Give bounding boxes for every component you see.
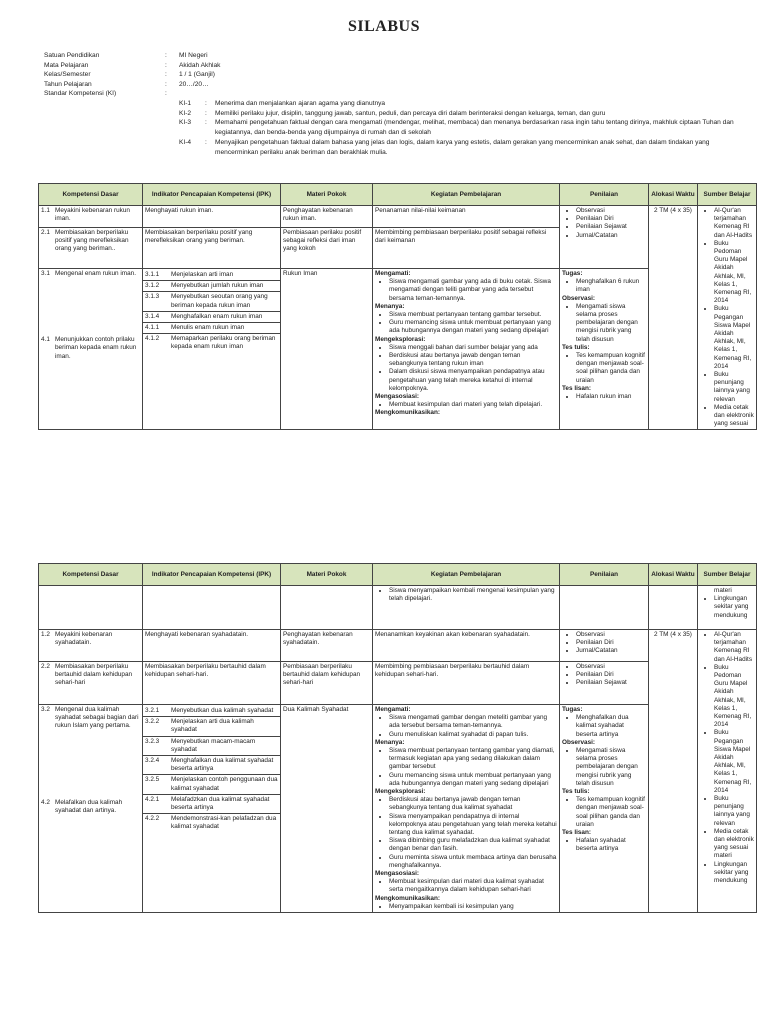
list-item: • Dalam diskusi siswa menyampaikan pendapatnya atau pengetahuan yang telah mereka ketahui di internal kelompoknya. [389, 368, 557, 393]
ki-text: Memahami pengetahuan faktual dengan cara mengamati (mendengar, melihat, membaca) dan menanya berdasarkan rasa ingin tahu tentang dirinya, makhluk ciptaan Tuhan dan kegiatannya, dan benda-benda yang dijumpainya di rumah dan di sekolah [215, 119, 734, 136]
list-item: • Penilaian Sejawat [576, 223, 646, 231]
sumber-cell [698, 630, 757, 913]
ipk-cell [143, 705, 281, 913]
ki-code: KI-3 [179, 119, 192, 127]
kd-cell: 2.2 Membiasakan berperilaku bertauhid dalam kehidupan sehari-hari [39, 662, 143, 705]
section-list [375, 903, 557, 911]
section-heading: Mengamati: [375, 706, 411, 713]
section-heading: Menanya: [375, 302, 405, 310]
section-heading: Mengkomunikasikan: [375, 409, 440, 417]
list-item: • Observasi [576, 631, 646, 639]
header-sumber: Sumber Belajar [698, 184, 757, 206]
ipk-item: 3.2.2 Menjelaskan arti dua kalimah syahadat [143, 717, 280, 736]
kd-cell: 2.1 Membiasakan berperilaku positif yang merefleksikan orang yang beriman.. [39, 228, 143, 269]
list-item: • Buku Pedoman Guru Mapel Akidah Akhlak, MI, Kelas 1, Kemenag RI, 2014 [714, 664, 754, 730]
list-item: • Observasi [576, 663, 646, 671]
penilaian-cell [560, 586, 649, 630]
penilaian-cell [560, 630, 649, 662]
ipk-item: 3.1.1 Menjelaskan arti iman [143, 270, 280, 281]
header-kegiatan: Kegiatan Pembelajaran [373, 564, 560, 586]
list-item: • Media cetak dan elektronik yang sesuai [714, 404, 754, 429]
ki-text: Memiliki perilaku jujur, disiplin, tanggung jawab, santun, peduli, dan percaya diri dalam berinteraksi dengan keluarga, teman, dan guru [215, 109, 606, 117]
materi-cell: Dua Kalimah Syahadat [281, 705, 373, 913]
sumber-list [700, 595, 754, 620]
list-item: • Siswa membuat pertanyaan tentang gambar yang diamati, termasuk kegiatan apa yang sedang dilakukan dalam gambar tersebut [389, 747, 557, 772]
header-sumber: Sumber Belajar [698, 564, 757, 586]
alokasi-cell: 2 TM (4 x 35) [649, 630, 698, 913]
list-item: • Tes kemampuan kognitif dengan menjawab soal-soal pilihan ganda dan uraian [576, 796, 646, 829]
ki-item: KI-1 : Menerima dan menjalankan ajaran agama yang dianutnya [44, 99, 744, 109]
list-item: • Jurnal/Catatan [576, 232, 646, 240]
sumber-list [700, 631, 754, 885]
ipk-item: 3.1.2 Menyebutkan jumlah rukun iman [143, 281, 280, 292]
list-item: • Lingkungan sekitar yang mendukung [714, 595, 754, 620]
header-alokasi: Alokasi Waktu [649, 184, 698, 206]
info-row-kelas: Kelas/Semester : 1 / 1 (Ganjil) [44, 71, 215, 79]
list-item: • Guru meminta siswa untuk membaca artinya dan berusaha menghafalkannya. [389, 854, 557, 870]
section-heading: Tugas: [562, 270, 583, 277]
section-heading: Tes lisan: [562, 829, 592, 837]
list-item: • Menyampaikan kembali isi kesimpulan yang [389, 903, 557, 911]
ki-code: KI-4 [179, 139, 192, 147]
section-list [562, 393, 646, 401]
kegiatan-cell [373, 705, 560, 913]
list-item: • Al-Qur'an terjamahan Kemenag RI dan Al-Hadits [714, 207, 754, 240]
section-heading: Mengeksplorasi: [375, 335, 426, 343]
section-list [562, 837, 646, 853]
kegiatan-cell: Menanamkan keyakinan akan kebenaran syahadatain. [373, 630, 560, 662]
list-item: • Siswa menyampaikan pendapatnya di internal kelompoknya atau pengetahuan yang telah mereka ketahui tentang dua kalimat syahadat. [389, 813, 557, 838]
header-penilaian: Penilaian [560, 184, 649, 206]
section-list [562, 303, 646, 344]
section-heading: Mengasosiasi: [375, 870, 420, 878]
ipk-cell: Membiasakan berperilaku positif yang merefleksikan orang yang beriman. [143, 228, 281, 269]
list-item: • Membuat kesimpulan dari materi dua kalimat syahadat serta mengaitkannya dalam kehidupan sehari-hari [389, 878, 557, 894]
header-alokasi: Alokasi Waktu [649, 564, 698, 586]
info-label: Kelas/Semester [44, 71, 91, 79]
materi-cell: Rukun Iman [281, 269, 373, 430]
section-heading: Mengasosiasi: [375, 393, 420, 401]
list-item: • Penilaian Sejawat [576, 679, 646, 687]
list-item: • Menghafalkan dua kalimat syahadat beserta artinya [576, 714, 646, 739]
list-item: • Hafalan rukun iman [576, 393, 646, 401]
section-list [375, 278, 557, 303]
list-item: • Media cetak dan elektronik yang sesuai materi [714, 828, 754, 861]
info-row-mapel: Mata Pelajaran : Akidah Akhlak [44, 61, 221, 69]
sumber-list [700, 207, 754, 428]
section-heading: Tugas: [562, 706, 583, 713]
kegiatan-cell: • Siswa menyampaikan kembali mengenai kesimpulan yang telah dipelajari. [373, 586, 560, 630]
list-item: • Penilaian Diri [576, 639, 646, 647]
kd-cell [39, 586, 143, 630]
table-row [39, 206, 757, 228]
info-value: 20…/20… [179, 80, 209, 88]
penilaian-list [562, 207, 646, 240]
materi-cell [281, 586, 373, 630]
section-list [375, 344, 557, 393]
section-list [375, 878, 557, 894]
section-heading: Observasi: [562, 738, 596, 746]
info-label: Mata Pelajaran [44, 61, 89, 69]
section-list [562, 278, 646, 294]
ipk-item: 3.2.4 Menghafalkan dua kalimat syahadat beserta artinya [143, 756, 280, 775]
materi-cell: Penghayatan kebenaran syahadatain. [281, 630, 373, 662]
ki-text: Menerima dan menjalankan ajaran agama yang dianutnya [215, 99, 386, 107]
list-item: • Siswa menggali bahan dari sumber belajar yang ada [389, 344, 557, 352]
info-label: Satuan Pendidikan [44, 52, 100, 59]
section-heading: Tes tulis: [562, 343, 590, 351]
sumber-cell [698, 206, 757, 430]
section-list [562, 796, 646, 829]
section-list [375, 747, 557, 788]
list-item: • Buku Pegangan Siswa Mapel Akidah Akhlak, MI, Kelas 1, Kemenag RI, 2014 [714, 729, 754, 795]
ipk-cell [143, 586, 281, 630]
ipk-item: 3.2.3 Menyebutkan macam-macam syahadat [143, 737, 280, 756]
header-kd: Kompetensi Dasar [39, 564, 143, 586]
header-penilaian: Penilaian [560, 564, 649, 586]
list-item: • Guru memancing siswa untuk membuat pertanyaan yang ada hubungannya dengan materi yang sedang dipelajari [389, 772, 557, 788]
section-list [375, 714, 557, 739]
list-item: • Buku penunjang lainnya yang relevan [714, 795, 754, 828]
list-item: • Al-Qur'an terjamahan Kemenag RI dan Al-Hadits [714, 631, 754, 664]
alokasi-cell: 2 TM (4 x 35) [649, 206, 698, 430]
header-materi: Materi Pokok [281, 184, 373, 206]
ipk-item: 3.2.5 Menjelaskan contoh penggunaan dua kalimat syahadat [143, 775, 280, 794]
list-item: • Menghafalkan 6 rukun iman [576, 278, 646, 294]
table-header-row [39, 564, 757, 586]
materi-cell: Penghayatan kebenaran rukun iman. [281, 206, 373, 228]
section-list [375, 401, 557, 409]
list-item: • Siswa membuat pertanyaan tentang gambar tersebut. [389, 311, 557, 319]
list-item: • Penilaian Diri [576, 671, 646, 679]
ki-item: KI-4 : Menyajikan pengetahuan faktual dalam bahasa yang jelas dan logis, dalam karya yang estetis, dalam gerakan yang mencerminkan anak sehat, dan dalam tindakan yang mencerminkan perilaku anak beriman dan berakhlak mulia. [44, 138, 744, 157]
ipk-item: 4.1.1 Menulis enam rukun iman [143, 323, 280, 334]
info-row-tahun: Tahun Pelajaran : 20…/20… [44, 80, 209, 88]
ki-item: KI-3 : Memahami pengetahuan faktual dengan cara mengamati (mendengar, melihat, membaca) dan menanya berdasarkan rasa ingin tahu tentang dirinya, makhluk ciptaan Tuhan dan kegiatannya, dan benda-benda yang dijumpainya di rumah dan di sekolah [44, 118, 744, 137]
ipk-cell [143, 269, 281, 430]
ki-code: KI-2 [179, 109, 192, 117]
alokasi-cell [649, 586, 698, 630]
kd-cell: 1.1 Meyakini kebenaran rukun iman. [39, 206, 143, 228]
list-item: • Guru memancing siswa untuk membuat pertanyaan yang ada hubungannya dengan materi yang sedang dipelajari [389, 319, 557, 335]
list-item: • Observasi [576, 207, 646, 215]
info-block [44, 51, 744, 158]
materi-cell: Pembiasaan perilaku positif sebagai refleksi dari iman yang kokoh [281, 228, 373, 269]
list-item: • Berdiskusi atau bertanya jawab dengan teman sebangkunya tentang dua kalimat syahadat [389, 796, 557, 812]
header-ipk: Indikator Pencapaian Kompetensi (IPK) [143, 564, 281, 586]
penilaian-cell [560, 206, 649, 269]
section-heading: Mengamati: [375, 270, 411, 277]
ipk-cell: Menghayati kebenaran syahadatain. [143, 630, 281, 662]
table-row [39, 630, 757, 662]
ipk-item: 4.2.2 Mendemonstrasi-kan pelafadzan dua kalimat syahadat [145, 815, 277, 831]
ipk-cell: Menghayati rukun iman. [143, 206, 281, 228]
section-heading: Mengkomunikasikan: [375, 894, 440, 902]
section-heading: Mengeksplorasi: [375, 788, 426, 796]
ki-text: Menyajikan pengetahuan faktual dalam bahasa yang jelas dan logis, dalam karya yang estetis, dalam gerakan yang mencerminkan anak sehat, dan dalam tindakan yang mencerminkan perilaku anak beriman dan berakhlak mulia. [215, 139, 710, 156]
list-item: • Hafalan syahadat beserta artinya [576, 837, 646, 853]
ipk-item: 3.2.1 Menyebutkan dua kalimah syahadat [143, 706, 280, 717]
ipk-item: 3.1.4 Menghafalkan enam rukun iman [143, 312, 280, 323]
kegiatan-cell: Membimbing pembiasaan berperilaku bertauhid dalam kehidupan sehari-hari. [373, 662, 560, 705]
section-heading: Tes tulis: [562, 788, 590, 796]
info-value: Akidah Akhlak [179, 61, 221, 69]
ipk-item: 4.1.2 Memaparkan perilaku orang beriman kepada enam rukun iman [145, 335, 276, 351]
list-item: • Mengamati siswa selama proses pembelajaran dengan mengisi rubrik yang telah disusun [576, 747, 646, 788]
syllabus-table-2 [38, 563, 757, 913]
info-value: 1 / 1 (Ganjil) [179, 71, 215, 79]
header-kd: Kompetensi Dasar [39, 184, 143, 206]
list-item: • Berdiskusi atau bertanya jawab dengan teman sebangkunya tentang rukun iman [389, 352, 557, 368]
info-label: Tahun Pelajaran [44, 80, 92, 88]
info-row-ki: Standar Kompetensi (KI) : [44, 90, 167, 98]
list-item: • Lingkungan sekitar yang mendukung [714, 861, 754, 886]
info-row-satuan: Satuan Pendidikan : MI Negeri [44, 52, 208, 59]
ki-code: KI-1 [179, 99, 192, 107]
section-list [375, 796, 557, 870]
syllabus-table-1 [38, 183, 757, 430]
info-value: MI Negeri [179, 52, 208, 59]
penilaian-cell [560, 705, 649, 913]
materi-cell: Pembiasaan berperilaku bertauhid dalam kehidupan sehari-hari [281, 662, 373, 705]
header-kegiatan: Kegiatan Pembelajaran [373, 184, 560, 206]
section-list [375, 311, 557, 336]
kd-cell: 1.2 Meyakini kebenaran syahadatain. [39, 630, 143, 662]
list-item: • Tes kemampuan kognitif dengan menjawab soal-soal pilihan ganda dan uraian [576, 352, 646, 385]
section-list [562, 352, 646, 385]
list-item: • Guru menuliskan kalimat syahadat di papan tulis. [389, 731, 557, 739]
section-list [562, 714, 646, 739]
ipk-item: 3.1.3 Menyebutkan seoutan orang yang beriman kepada rukun iman [143, 292, 280, 311]
list-item: • Penilaian Diri [576, 215, 646, 223]
list-item: • Buku Pegangan Siswa Mapel Akidah Akhlak, MI, Kelas 1, Kemenag RI, 2014 [714, 305, 754, 371]
penilaian-cell [560, 269, 649, 430]
list-item: • Buku penunjang lainnya yang relevan [714, 371, 754, 404]
list-item: • Siswa mengamati gambar dengan meteliti gambar yang ada tersebut bersama teman-temannya. [389, 714, 557, 730]
section-heading: Tes lisan: [562, 384, 592, 392]
section-heading: Menanya: [375, 738, 405, 746]
list-item: • Buku Pedoman Guru Mapel Akidah Akhlak, MI, Kelas 1, Kemenag RI, 2014 [714, 240, 754, 306]
header-materi: Materi Pokok [281, 564, 373, 586]
kd-cell: 3.1 Mengenal enam rukun iman. 4.1 Menunjukkan contoh prilaku beriman kepada enam rukun iman. [39, 269, 143, 430]
ipk-cell: Membiasakan berperilaku bertauhid dalam kehidupan sehari-hari. [143, 662, 281, 705]
list-item: • Membuat kesimpulan dari materi yang telah dipelajari. [389, 401, 557, 409]
ki-item: KI-2 : Memiliki perilaku jujur, disiplin, tanggung jawab, santun, peduli, dan percaya diri dalam berinteraksi dengan keluarga, teman, dan guru [44, 109, 744, 119]
list-item: • Mengamati siswa selama proses pembelajaran dengan mengisi rubrik yang telah disusun [576, 303, 646, 344]
list-item: • Siswa mengamati gambar yang ada di buku cetak. Siswa mengamati dengan teliti gambar yang ada tersebut bersama teman-temannya. [389, 278, 557, 303]
table-header-row [39, 184, 757, 206]
page-title: SILABUS [348, 18, 420, 35]
penilaian-cell [560, 662, 649, 705]
table-row [39, 586, 757, 630]
section-list [562, 747, 646, 788]
header-ipk: Indikator Pencapaian Kompetensi (IPK) [143, 184, 281, 206]
section-heading: Observasi: [562, 294, 596, 302]
kegiatan-cell [373, 269, 560, 430]
list-item: • Jurnal/Catatan [576, 647, 646, 655]
sumber-cell: materi • Lingkungan sekitar yang mendukung [698, 586, 757, 630]
info-label: Standar Kompetensi (KI) [44, 90, 117, 98]
kegiatan-cell: Penanaman nilai-nilai keimanan [373, 206, 560, 228]
kegiatan-cell: Membimbing pembiasaan berperilaku positif sebagai refleksi dari keimanan [373, 228, 560, 269]
kd-cell: 3.2 Mengenal dua kalimah syahadat sebagai bagian dari rukun Islam yang pertama. 4.2 Melafalkan dua kalimah syahadat dan artinya. [39, 705, 143, 913]
ipk-item: 4.2.1 Melafadzkan dua kalimat syahadat beserta artinya [143, 795, 280, 814]
list-item: • Siswa dibimbing guru melafadzkan dua kalimat syahadat dengan benar dan fasih. [389, 837, 557, 853]
